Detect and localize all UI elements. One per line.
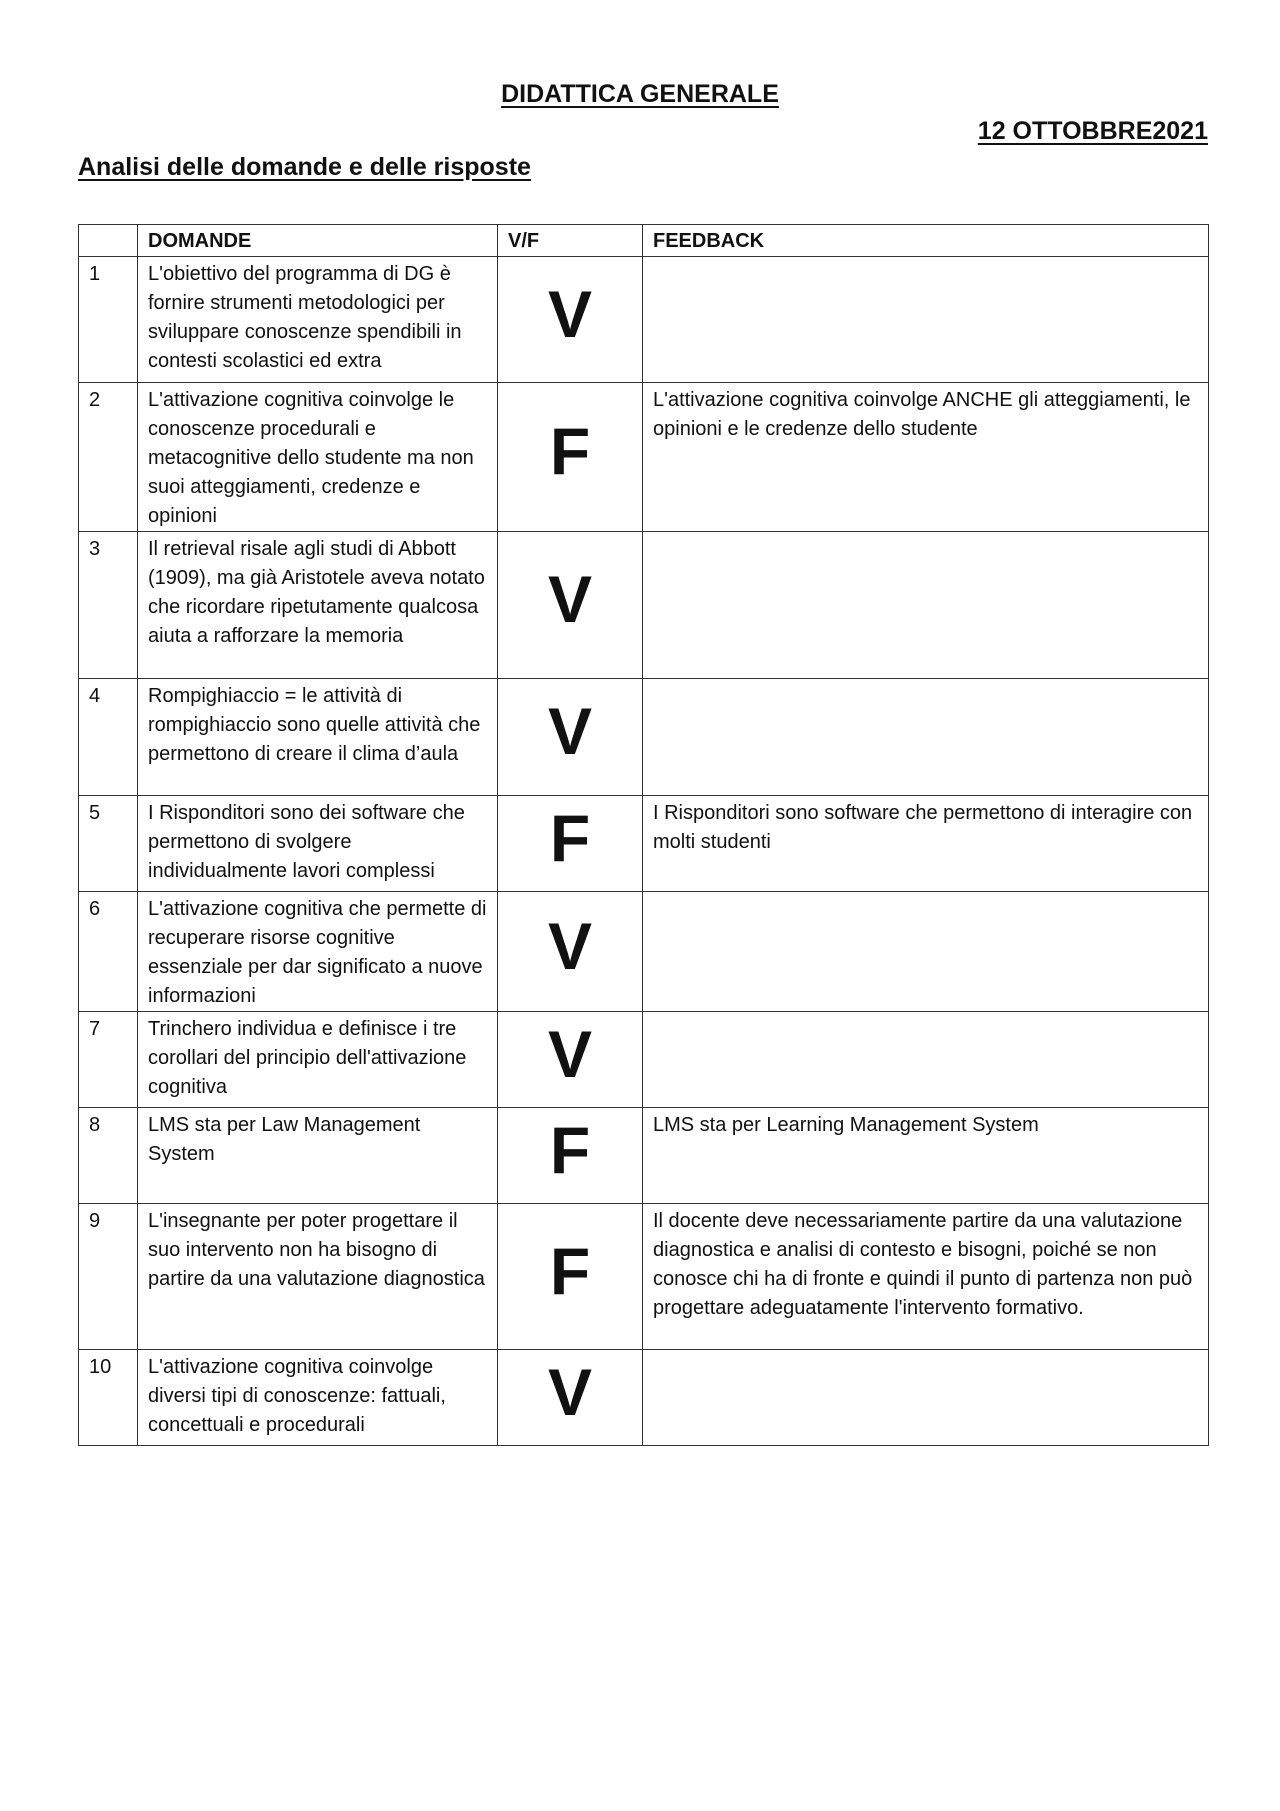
feedback-text bbox=[643, 892, 1209, 1012]
feedback-text: Il docente deve necessariamente partire da una valutazione diagnostica e analisi di contesto e bisogni, poiché se non conosce chi ha di fronte e quindi il punto di partenza non può progettare adeguatamente l'intervento formativo. bbox=[643, 1204, 1209, 1350]
answer-cell bbox=[498, 1108, 643, 1204]
table-row bbox=[79, 892, 1209, 1012]
document-subtitle: Analisi delle domande e delle risposte bbox=[78, 153, 531, 181]
question-text: L'attivazione cognitiva coinvolge diversi tipi di conoscenze: fattuali, concettuali e procedurali bbox=[138, 1350, 498, 1446]
table-row bbox=[79, 1350, 1209, 1446]
feedback-text bbox=[643, 532, 1209, 679]
table-row bbox=[79, 1204, 1209, 1350]
document-title: DIDATTICA GENERALE bbox=[501, 80, 779, 108]
answer-cell bbox=[498, 892, 643, 1012]
question-text: L'insegnante per poter progettare il suo intervento non ha bisogno di partire da una valutazione diagnostica bbox=[138, 1204, 498, 1350]
feedback-text bbox=[643, 257, 1209, 383]
answer-mark: F bbox=[549, 800, 591, 875]
column-header-true-false: V/F bbox=[498, 225, 643, 257]
questions-table bbox=[78, 224, 1209, 1446]
column-header-feedback: FEEDBACK bbox=[643, 225, 1209, 257]
answer-cell bbox=[498, 679, 643, 796]
row-number: 5 bbox=[79, 796, 138, 892]
row-number: 2 bbox=[79, 383, 138, 532]
column-header-number bbox=[79, 225, 138, 257]
row-number: 9 bbox=[79, 1204, 138, 1350]
answer-mark: F bbox=[549, 1233, 591, 1308]
question-text: Il retrieval risale agli studi di Abbott (1909), ma già Aristotele aveva notato che ricordare ripetutamente qualcosa aiuta a rafforzare la memoria bbox=[138, 532, 498, 679]
answer-mark: V bbox=[547, 1016, 593, 1091]
answer-mark: F bbox=[549, 1112, 591, 1187]
table-row bbox=[79, 257, 1209, 383]
row-number: 3 bbox=[79, 532, 138, 679]
table-row bbox=[79, 1012, 1209, 1108]
question-text: I Risponditori sono dei software che permettono di svolgere individualmente lavori complessi bbox=[138, 796, 498, 892]
answer-cell bbox=[498, 1350, 643, 1446]
answer-cell bbox=[498, 532, 643, 679]
row-number: 1 bbox=[79, 257, 138, 383]
table-row bbox=[79, 796, 1209, 892]
feedback-text: LMS sta per Learning Management System bbox=[643, 1108, 1209, 1204]
row-number: 10 bbox=[79, 1350, 138, 1446]
feedback-text bbox=[643, 1012, 1209, 1108]
answer-mark: V bbox=[547, 908, 593, 983]
row-number: 6 bbox=[79, 892, 138, 1012]
table-row bbox=[79, 532, 1209, 679]
question-text: LMS sta per Law Management System bbox=[138, 1108, 498, 1204]
question-text: L'attivazione cognitiva che permette di recuperare risorse cognitive essenziale per dar significato a nuove informazioni bbox=[138, 892, 498, 1012]
answer-mark: V bbox=[547, 562, 593, 636]
answer-cell bbox=[498, 383, 643, 532]
feedback-text: L'attivazione cognitiva coinvolge ANCHE gli atteggiamenti, le opinioni e le credenze dello studente bbox=[643, 383, 1209, 532]
answer-mark: V bbox=[547, 694, 593, 768]
question-text: Trinchero individua e definisce i tre corollari del principio dell'attivazione cognitiva bbox=[138, 1012, 498, 1108]
answer-cell bbox=[498, 1012, 643, 1108]
table-row bbox=[79, 383, 1209, 532]
feedback-text: I Risponditori sono software che permettono di interagire con molti studenti bbox=[643, 796, 1209, 892]
row-number: 4 bbox=[79, 679, 138, 796]
question-text: L'obiettivo del programma di DG è fornire strumenti metodologici per sviluppare conoscenze spendibili in contesti scolastici ed extra bbox=[138, 257, 498, 383]
question-text: Rompighiaccio = le attività di rompighiaccio sono quelle attività che permettono di creare il clima d’aula bbox=[138, 679, 498, 796]
table-row bbox=[79, 679, 1209, 796]
document-date: 12 OTTOBBRE2021 bbox=[977, 117, 1208, 145]
answer-mark: F bbox=[549, 414, 591, 488]
answer-cell bbox=[498, 1204, 643, 1350]
question-text: L'attivazione cognitiva coinvolge le conoscenze procedurali e metacognitive dello studente ma non suoi atteggiamenti, credenze e opinioni bbox=[138, 383, 498, 532]
answer-mark: V bbox=[547, 276, 593, 351]
row-number: 8 bbox=[79, 1108, 138, 1204]
feedback-text bbox=[643, 679, 1209, 796]
table-row bbox=[79, 1108, 1209, 1204]
row-number: 7 bbox=[79, 1012, 138, 1108]
answer-mark: V bbox=[547, 1354, 593, 1429]
answer-cell bbox=[498, 257, 643, 383]
feedback-text bbox=[643, 1350, 1209, 1446]
table-header-row bbox=[79, 225, 1209, 257]
answer-cell bbox=[498, 796, 643, 892]
column-header-questions: DOMANDE bbox=[138, 225, 498, 257]
